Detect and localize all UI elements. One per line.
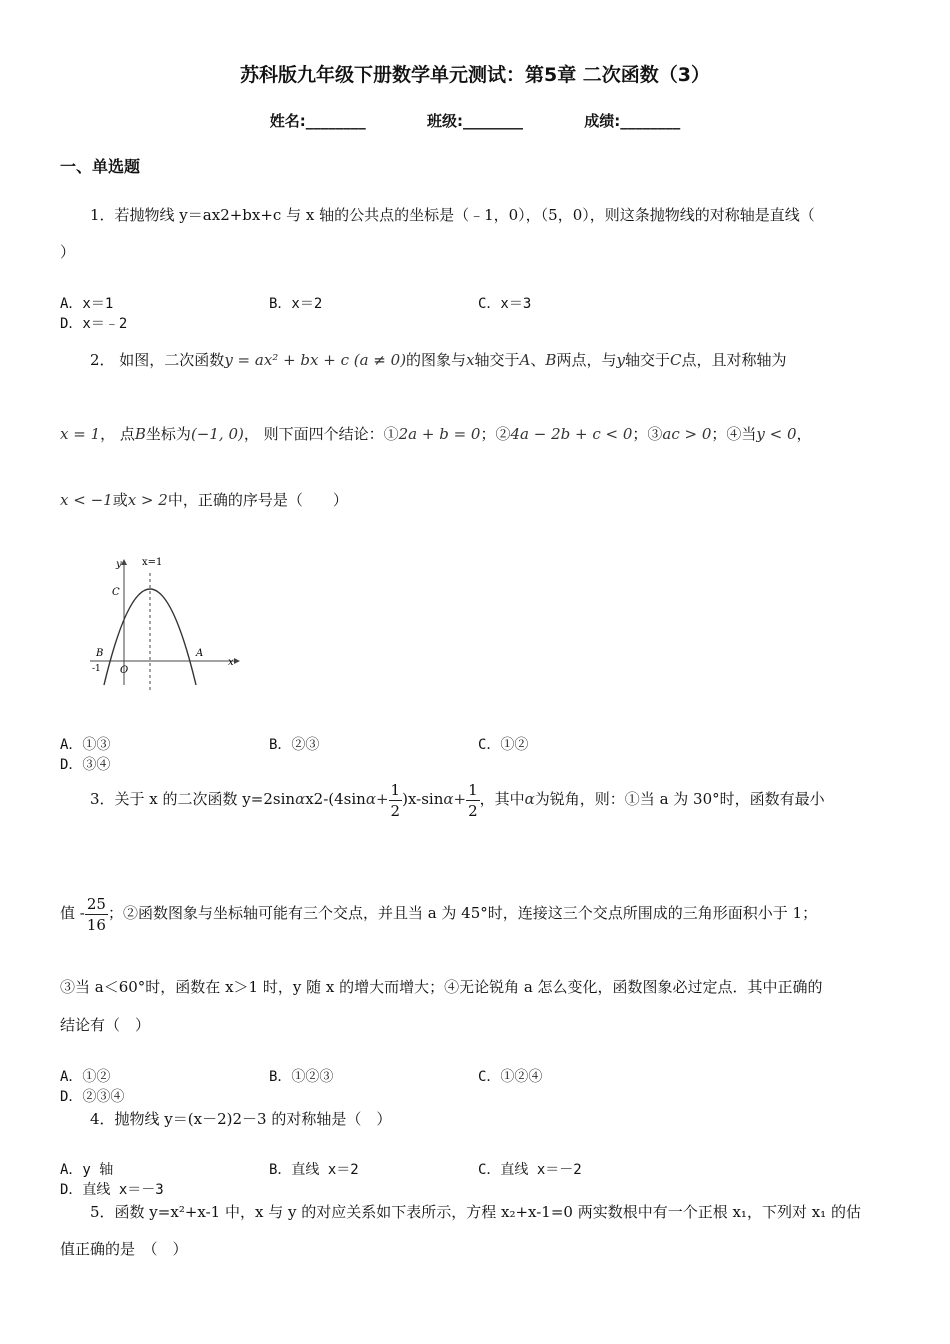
question-1-text: 1．若抛物线 y＝ax2+bx+c 与 x 轴的公共点的坐标是（﹣1，0），（5，0），则这条抛物线的对称轴是直线（: [90, 206, 815, 224]
q2-text: 中，正确的序号是（ ）: [167, 491, 348, 509]
q2-formula: ac > 0: [662, 425, 712, 443]
fraction-denominator: 2: [468, 801, 478, 820]
option-d[interactable]: D．③④: [60, 757, 111, 773]
q2-formula: 4a − 2b + c < 0: [510, 425, 633, 443]
q2-text: ；③: [632, 425, 663, 443]
q2-text: 的图象与: [406, 351, 467, 369]
q3-formula: α: [524, 790, 535, 808]
section-heading: 一、单选题: [60, 157, 141, 176]
fraction-half: [389, 780, 403, 821]
question-2-line-3: [60, 482, 892, 518]
q2-text: ， 则下面四个结论：①: [243, 425, 399, 443]
point-a-label: A: [196, 648, 204, 659]
parabola-graph: [86, 553, 246, 693]
option-d[interactable]: D．②③④: [60, 1089, 125, 1105]
option-a[interactable]: A．①③: [60, 737, 111, 753]
q2-text: 轴交于: [474, 351, 520, 369]
q2-formula: x < −1: [60, 491, 113, 509]
option-c[interactable]: C．①②: [478, 737, 529, 753]
option-a[interactable]: A．y 轴: [60, 1162, 114, 1178]
question-4-options: [60, 1159, 892, 1199]
fraction-denominator: 2: [390, 801, 401, 820]
point-b-label: B: [96, 648, 104, 659]
question-3-options: [60, 1066, 892, 1106]
question-2-line-1: [60, 342, 922, 378]
question-1: [60, 197, 922, 233]
q2-formula: B: [545, 351, 557, 369]
q2-formula: A: [519, 351, 531, 369]
option-c[interactable]: C．x＝3: [478, 296, 532, 312]
option-c[interactable]: C．①②④: [478, 1069, 543, 1085]
q2-text: 2． 如图，二次函数: [90, 351, 225, 369]
symmetry-label: x=1: [142, 557, 163, 568]
q2-formula: B: [134, 425, 146, 443]
q3-formula: α: [295, 790, 306, 808]
q2-text: 坐标为: [145, 425, 191, 443]
question-1-options: [60, 293, 892, 333]
fraction-denominator: 16: [86, 915, 106, 934]
class-field: 班级:________: [427, 112, 523, 130]
q2-text: ，: [796, 425, 812, 443]
question-5-text-end: 值正确的是 （ ）: [60, 1240, 188, 1258]
q2-text: 、: [530, 351, 546, 369]
q2-text: ；④当: [711, 425, 757, 443]
q2-text: 两点，与: [556, 351, 617, 369]
question-3-line-2: [60, 890, 892, 936]
q2-formula: y: [616, 351, 625, 369]
option-b[interactable]: B．直线 x＝2: [269, 1162, 359, 1178]
fraction-numerator: 1: [468, 780, 478, 799]
q2-formula: x: [466, 351, 475, 369]
fraction-numerator: 1: [390, 780, 401, 799]
q3-formula: +: [375, 790, 389, 808]
y-axis-arrow: [121, 559, 127, 565]
q2-formula: C: [669, 351, 682, 369]
origin-label: O: [120, 665, 129, 676]
q3-text: 值 -: [60, 904, 85, 922]
q3-text: ③当 a＜60°时，函数在 x＞1 时，y 随 x 的增大而增大；④无论锐角 a 怎么变化，函数图象必过定点．其中正确的: [60, 978, 823, 996]
q2-text: ， 点: [100, 425, 135, 443]
question-4: [60, 1101, 922, 1137]
q2-formula: y < 0: [756, 425, 797, 443]
q3-text: 结论有（ ）: [60, 1016, 151, 1034]
q3-formula: α: [443, 790, 454, 808]
student-info-bar: [0, 110, 950, 131]
x-axis-arrow: [234, 658, 240, 664]
q2-formula: x > 2: [127, 491, 168, 509]
x-axis-label: x: [228, 657, 234, 668]
question-2-line-2: [60, 416, 892, 452]
option-c[interactable]: C．直线 x＝－2: [478, 1162, 582, 1178]
option-b[interactable]: B．x＝2: [269, 296, 323, 312]
point-c-label: C: [112, 587, 120, 598]
question-1-text-end: ）: [60, 243, 76, 261]
question-3-line-3: [60, 969, 892, 1005]
q2-formula: (−1, 0): [190, 425, 244, 443]
question-5-text: 5．函数 y=x²+x-1 中，x 与 y 的对应关系如下表所示，方程 x₂+x-1=0 两实数根中有一个正根 x₁，下列对 x₁ 的估: [90, 1203, 861, 1221]
option-d[interactable]: D．x＝﹣2: [60, 316, 128, 332]
q3-text: ；②函数图象与坐标轴可能有三个交点，并且当 a 为 45°时，连接这三个交点所围成的三角形面积小于 1；: [107, 904, 818, 922]
q3-formula: α: [365, 790, 376, 808]
q2-formula: y = ax² + bx + c (a ≠ 0): [224, 351, 407, 369]
q3-text: )x-sin: [402, 790, 444, 808]
q2-formula: 2a + b = 0: [398, 425, 481, 443]
option-a[interactable]: A．①②: [60, 1069, 111, 1085]
fraction-min-value: [85, 894, 108, 935]
question-5-cont: [60, 1231, 892, 1267]
question-1-cont: [60, 234, 892, 270]
q2-text: 轴交于: [624, 351, 670, 369]
question-5: [60, 1194, 922, 1230]
tick-minus-one: -1: [92, 664, 101, 674]
option-b[interactable]: B．①②③: [269, 1069, 334, 1085]
q2-text: 或: [112, 491, 128, 509]
q3-text: x2-(4sin: [305, 790, 366, 808]
q3-text: ，其中: [479, 790, 525, 808]
q2-formula: x = 1: [60, 425, 101, 443]
q2-text: 点，且对称轴为: [681, 351, 787, 369]
option-b[interactable]: B．②③: [269, 737, 320, 753]
q2-text: ；②: [480, 425, 511, 443]
q3-formula: +: [453, 790, 467, 808]
name-field: 姓名:________: [269, 112, 366, 130]
fraction-numerator: 25: [86, 894, 106, 913]
question-2-options: [60, 734, 892, 774]
question-4-text: 4．抛物线 y＝(x－2)2－3 的对称轴是（ ）: [90, 1110, 392, 1128]
q3-text: 为锐角，则：①当 a 为 30°时，函数有最小: [534, 790, 825, 808]
option-d[interactable]: D．直线 x＝－3: [60, 1182, 164, 1198]
page-title: 苏科版九年级下册数学单元测试：第5章 二次函数（3）: [239, 64, 711, 86]
question-3-line-4: [60, 1007, 892, 1043]
y-axis-label: y: [116, 559, 122, 570]
score-field: 成绩:________: [584, 112, 681, 130]
option-a[interactable]: A．x＝1: [60, 296, 114, 312]
q3-text: 3．关于 x 的二次函数 y=2sin: [90, 790, 296, 808]
fraction-half: [466, 780, 480, 821]
question-3-line-1: [60, 776, 922, 822]
